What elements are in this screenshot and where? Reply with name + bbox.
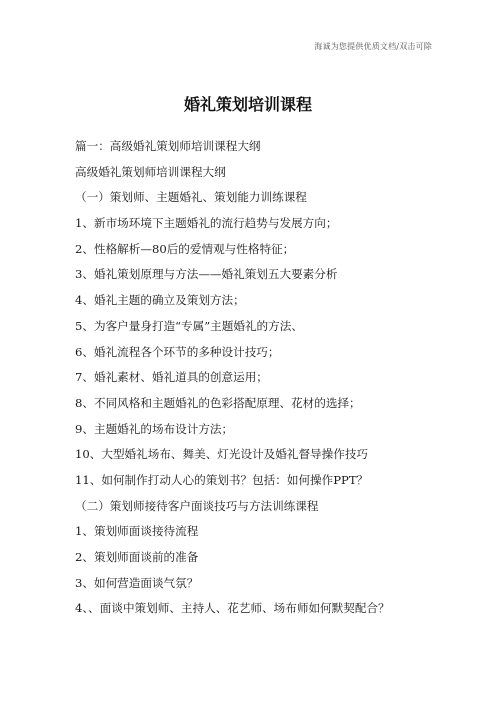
text-line: 11、如何制作打动人心的策划书？包括：如何操作PPT？ xyxy=(75,472,369,487)
text-line: 篇一：高级婚礼策划师培训课程大纲 xyxy=(75,139,261,153)
text-line: 8、不同风格和主题婚礼的色彩搭配原理、花材的选择； xyxy=(75,395,361,410)
document-body xyxy=(75,137,435,625)
text-line: 2、策划师面谈前的准备 xyxy=(75,550,199,564)
text-line: 4、、面谈中策划师、主持人、花艺师、场布师如何默契配合？ xyxy=(75,601,390,616)
text-line: 1、新市场环境下主题婚礼的流行趋势与发展方向； xyxy=(75,216,338,231)
text-line: 3、如何营造面谈气氛？ xyxy=(75,575,199,590)
text-line: （二）策划师接待客户面谈技巧与方法训练课程 xyxy=(75,498,319,513)
text-line: （一）策划师、主题婚礼、策划能力训练课程 xyxy=(75,190,307,205)
document-title: 婚礼策划培训课程 xyxy=(183,95,312,114)
text-line: 5、为客户量身打造“专属”主题婚礼的方法、 xyxy=(75,318,303,333)
text-line: 10、大型婚礼场布、舞美、灯光设计及婚礼督导操作技巧 xyxy=(75,447,369,462)
header-note: 海诚为您提供优质文档/双击可除 xyxy=(314,42,432,51)
text-line: 9、主题婚礼的场布设计方法； xyxy=(75,421,234,436)
text-line: 2、性格解析—80后的爱情观与性格特征； xyxy=(75,241,295,256)
text-line: 4、婚礼主题的确立及策划方法； xyxy=(75,293,245,308)
text-line: 3、婚礼策划原理与方法——婚礼策划五大要素分析 xyxy=(75,267,338,282)
text-line: 高级婚礼策划师培训课程大纲 xyxy=(75,164,226,179)
text-line: 6、婚礼流程各个环节的多种设计技巧； xyxy=(75,344,280,359)
text-line: 1、策划师面谈接待流程 xyxy=(75,524,199,539)
text-line: 7、婚礼素材、婚礼道具的创意运用； xyxy=(75,370,268,385)
